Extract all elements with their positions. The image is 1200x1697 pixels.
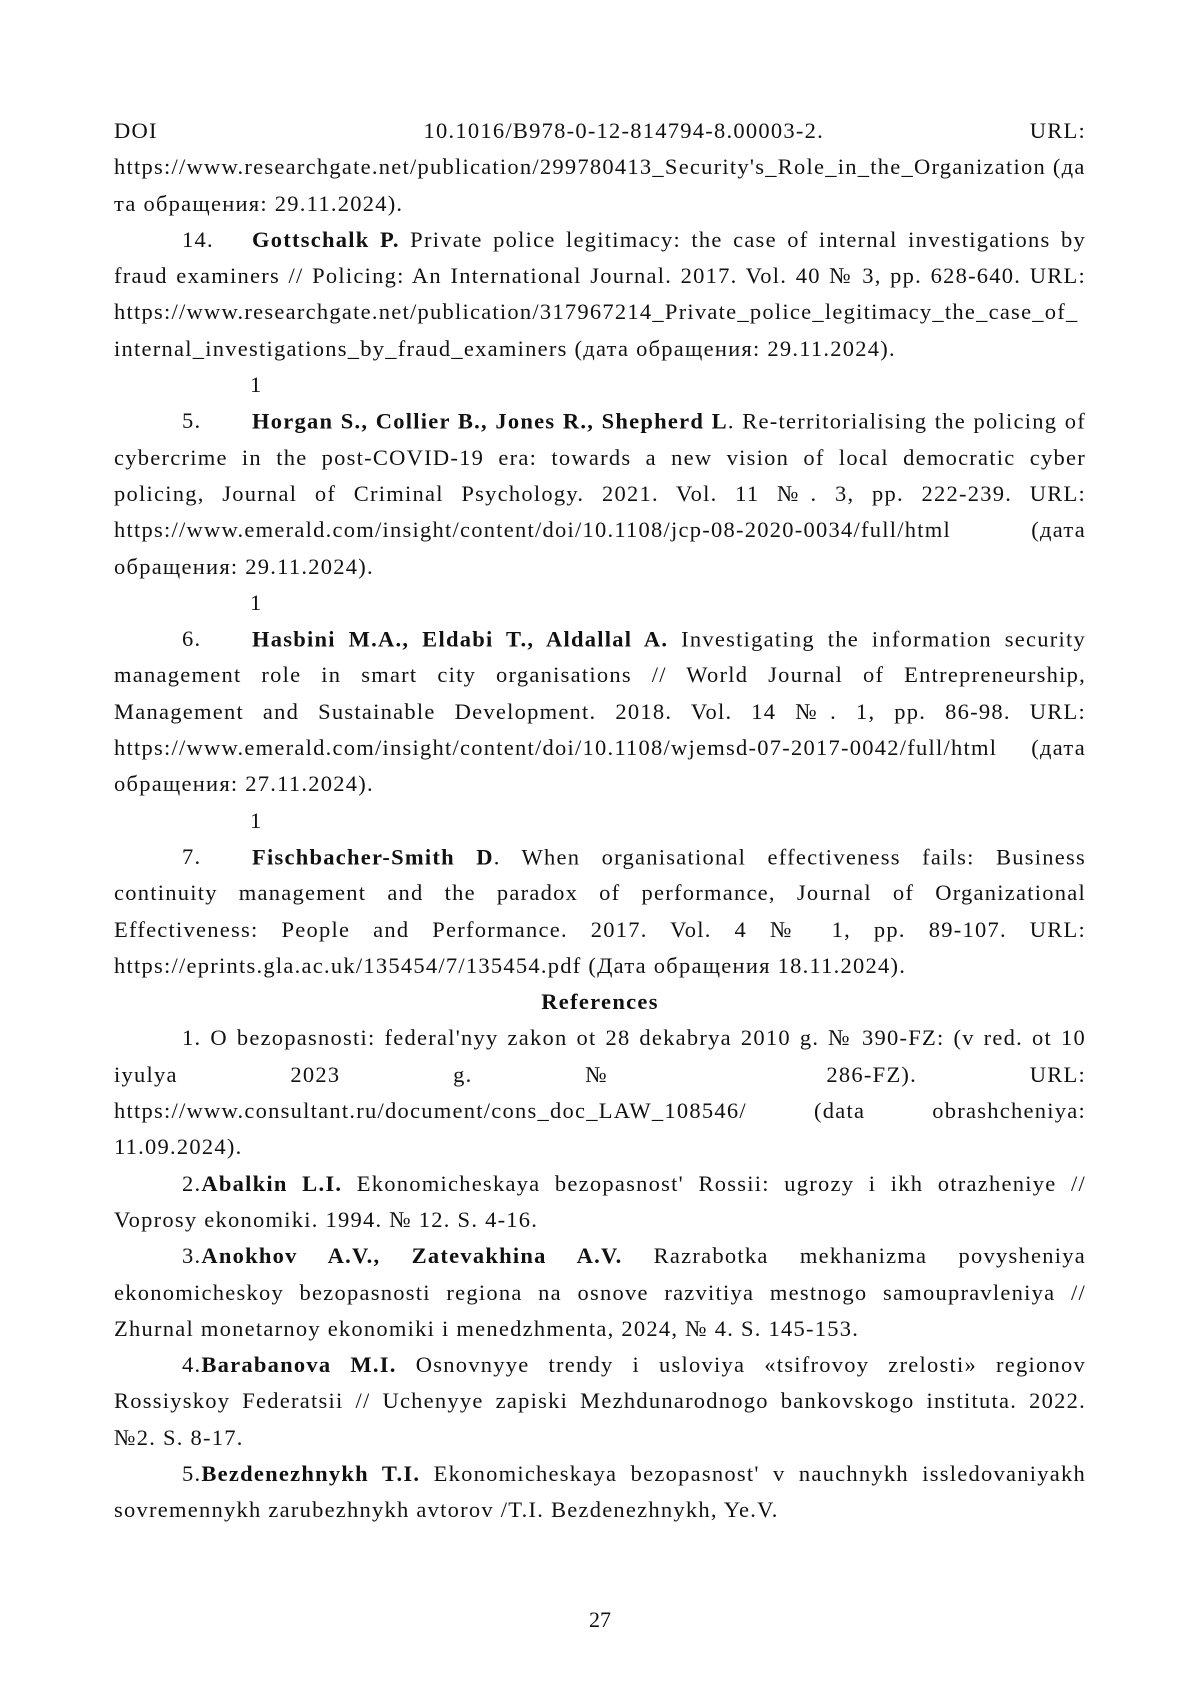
reference-authors: Bezdenezhnykh T.I. — [201, 1460, 421, 1486]
reference-number: 2. — [182, 1170, 202, 1196]
reference-text: Ekonomicheskaya bezopasnost' v nauchnykh issledovaniyakh sovremennykh zarubezhnykh avtorov /T.I. Bezdenezhnykh, Ye.V. — [114, 1460, 1086, 1523]
reference-authors: Anokhov A.V., Zatevakhina A.V. — [201, 1243, 623, 1269]
reference-item-16 — [114, 585, 1086, 803]
continuation-line — [114, 113, 1086, 149]
reference-number: 3. — [182, 1243, 202, 1269]
references-heading: References — [541, 989, 659, 1015]
reference-text: Osnovnyye trendy i usloviya «tsifrovoy zrelosti» regionov Rossiyskoy Federatsii // Uchenyye zapiski Mezhdunarodnogo bankovskogo instituta. 2022. №2. S. 8-17. — [114, 1352, 1087, 1450]
reference-text: Investigating the information security management role in smart city organisations // World Journal of Entrepreneurship, Management and Sustainable Development. 2018. Vol. 14 №. 1, pp. 86-98. URL: https://www.emerald.com/insight/content/doi/10.1108/wjemsd-07-2017-0042/full/html (дата обращения: 27.11.2024). — [114, 626, 1086, 797]
reference-authors: Barabanova M.I. — [201, 1352, 397, 1378]
reference-item-5 — [114, 1456, 1086, 1529]
reference-authors: Fischbacher-Smith D — [252, 843, 494, 869]
reference-item-2 — [114, 1166, 1086, 1239]
reference-authors: Gottschalk P. — [252, 226, 400, 252]
reference-item-15 — [114, 367, 1086, 585]
reference-item-1 — [114, 1020, 1086, 1165]
reference-authors: Horgan S., Collier B., Jones R., Shepherd L — [252, 408, 728, 434]
reference-number: 15. — [182, 372, 263, 434]
reference-authors: Hasbini M.A., Eldabi T., Aldallal A. — [252, 626, 669, 652]
reference-number: 5. — [182, 1460, 202, 1486]
reference-text: Private police legitimacy: the case of internal investigations by fraud examiners // Policing: An International Journal. 2017. Vol. 40 № 3, pp. 628-640. URL: https://www.researchgate.net/publication/317967214_Private_police_legitimacy_the_case_of_internal_investigations_by_fraud_examiners (дата обращения: 29.11.2024). — [114, 226, 1086, 361]
reference-text: Razrabotka mekhanizma povysheniya ekonomicheskoy bezopasnosti regiona na osnove razvitiya mestnogo samoupravleniya // Zhurnal monetarnoy ekonomiki i menedzhmenta, 2024, № 4. S. 145-153. — [114, 1243, 1086, 1341]
reference-item-4 — [114, 1347, 1086, 1456]
doi-value: 10.1016/B978-0-12-814794-8.00003-2. — [423, 118, 825, 143]
reference-number: 17. — [182, 807, 263, 869]
reference-text: O bezopasnosti: federal'nyy zakon ot 28 dekabrya 2010 g. № 390-FZ: (v red. ot 10 iyulya 2023 g. № 286-FZ). URL: https://www.consultant.ru/document/cons_doc_LAW_108546/ (data obrashcheniya: 11.09.2024). — [114, 1025, 1086, 1160]
continuation-url: https://www.researchgate.net/publication/299780413_Security's_Role_in_the_Organization (дата обращения: 29.11.2024). — [114, 154, 1086, 216]
doi-label: DOI — [114, 118, 158, 143]
reference-item-3 — [114, 1238, 1086, 1347]
reference-text: . When organisational effectiveness fails: Business continuity management and the paradox of performance, Journal of Organizational Effectiveness: People and Performance. 2017. Vol. 4 № 1, pp. 89-107. URL: https://eprints.gla.ac.uk/135454/7/135454.pdf (Дата обращения 18.11.2024). — [114, 843, 1086, 978]
reference-number: 14. — [182, 226, 214, 252]
reference-item-14 — [114, 222, 1086, 367]
continuation-rest — [114, 149, 1086, 222]
reference-authors: Abalkin L.I. — [201, 1170, 343, 1196]
reference-list — [114, 113, 1086, 1529]
reference-text: Ekonomicheskaya bezopasnost' Rossii: ugrozy i ikh otrazheniye // Voprosy ekonomiki. 1994. № 12. S. 4-16. — [114, 1170, 1086, 1232]
reference-item-17 — [114, 803, 1086, 984]
page-number: 27 — [589, 1607, 611, 1632]
reference-number: 1. — [182, 1025, 202, 1051]
reference-number: 4. — [182, 1352, 202, 1378]
reference-text: . Re-territorialising the policing of cybercrime in the post-COVID-19 era: towards a new vision of local democratic cyber policing, Journal of Criminal Psychology. 2021. Vol. 11 №. 3, pp. 222-239. URL: https://www.emerald.com/insight/content/doi/10.1108/jcp-08-2020-0034/full/html (дата обращения: 29.11.2024). — [114, 408, 1086, 579]
reference-number: 16. — [182, 589, 263, 652]
url-label: URL: — [1029, 118, 1086, 143]
